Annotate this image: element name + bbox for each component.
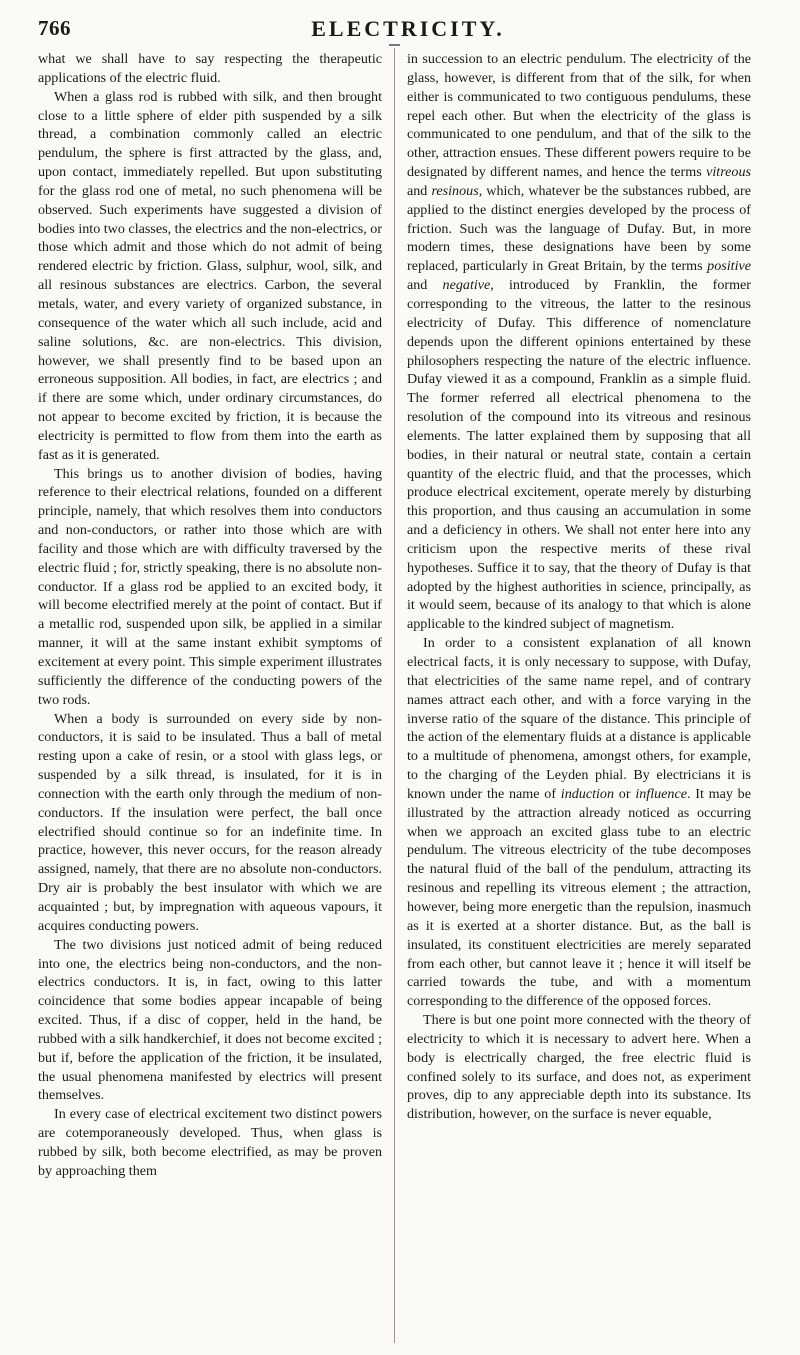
- left-column: [38, 50, 382, 1345]
- paragraph: This brings us to another division of bodies, having reference to their electrical relations, founded on a different principle, namely, that which resolves them into conductors and non-conductors, or rather into those which are with facility and those which are with difficulty traversed by the electric fluid ; for, strictly speaking, there is no absolute non-conductor. If a glass rod be applied to an excited body, it will become electrified merely at the point of contact. But if a metallic rod, suspended upon silk, be applied in a similar manner, it will at the same instant exhibit symptoms of excitement at every point. This simple experiment illustrates sufficiently the difference of the conducting powers of the two rods.: [38, 465, 382, 708]
- page-number: 766: [38, 16, 71, 40]
- right-column: [407, 50, 751, 1345]
- paragraph: In order to a consistent explanation of all known electrical facts, it is only necessary to suppose, with Dufay, that electricities of the same name repel, and of contrary names attract each other, and with a force varying in the inverse ratio of the square of the distance. This principle of the action of the elementary fluids at a distance is applicable to a multitude of phenomena, amongst others, for example, to the charging of the Leyden phial. By electricians it is known under the name of induction or influence. It may be illustrated by the attraction already noticed as occurring when we approach an excited glass tube to an electric pendulum. The vitreous electricity of the tube decomposes the natural fluid of the ball of the pendulum, attracting its resinous and repelling its vitreous element ; the attraction, however, being more energetic than the repulsion, inasmuch as it is exerted at a shorter distance. But, as the ball is insulated, its constituent electricities are merely separated from each other, but cannot leave it ; hence it will itself be carried towards the tube, and with a momentum corresponding to the difference of the opposed forces.: [407, 635, 751, 1010]
- paragraph: There is but one point more connected with the theory of electricity to which it is necessary to advert here. When a body is electrically charged, the free electric fluid is confined solely to its surface, and does not, as experiment proves, dip to any appreciable depth into its substance. Its distribution, however, on the surface is never equable,: [407, 1012, 751, 1123]
- column-divider-mark: [389, 44, 400, 46]
- page-header: [38, 14, 778, 44]
- running-title: ELECTRICITY.: [311, 16, 505, 41]
- paragraph: The two divisions just noticed admit of being reduced into one, the electrics being non-conductors, and the non-electrics conductors. It is, in fact, owing to this latter coincidence that some bodies appear incapable of being excited. Thus, if a disc of copper, held in the hand, be rubbed with a silk handkerchief, it does not become excited ; but if, before the application of the friction, it be insulated, the usual phenomena manifested by electrics will present themselves.: [38, 936, 382, 1104]
- column-divider: [394, 48, 395, 1343]
- paragraph: In every case of electrical excitement two distinct powers are cotemporaneously developed. Thus, when glass is rubbed by silk, both become electrified, as may be proven by approaching them: [38, 1106, 382, 1179]
- paragraph: in succession to an electric pendulum. The electricity of the glass, however, is different from that of the silk, for when either is communicated to two contiguous pendulums, these repel each other. But when the electricity of the glass is communicated to one pendulum, and that of the silk to the other, attraction ensues. These different powers require to be designated by different names, and hence the terms vitreous and resinous, which, whatever be the substances rubbed, are applied to the distinct energies developed by the process of friction. Such was the language of Dufay. But, in more modern times, these designations have been by some replaced, particularly in Great Britain, by the terms positive and negative, introduced by Franklin, the former corresponding to the vitreous, the latter to the resinous electricity of Dufay. This difference of nomenclature depends upon the different opinions entertained by these philosophers respecting the nature of the electric influence. Dufay viewed it as a compound, Franklin as a simple fluid. The former referred all electrical phenomena to the resolution of the compound into its vitreous and resinous elements. The latter explained them by supposing that all bodies, in their natural or neutral state, contain a certain quantity of the electric fluid, and that the processes, which produce electrical excitement, operate merely by disturbing this proportion, and thus causing an accumulation in some and a deficiency in others. We shall not enter here into any criticism upon the respective merits of these rival hypotheses. Suffice it to say, that the theory of Dufay is that adopted by the highest authorities in science, principally, as it would seem, because of its analogy to that which is alone applicable to the kindred subject of magnetism.: [407, 51, 751, 633]
- paragraph: When a glass rod is rubbed with silk, and then brought close to a little sphere of elder pith suspended by a silk thread, a combination commonly called an electric pendulum, the sphere is first attracted by the glass, and, upon contact, immediately repelled. But upon substituting for the glass rod one of metal, no such phenomena will be observed. Such experiments have suggested a division of bodies into two classes, the electrics and the non-electrics, or those which admit and those which do not admit of being rendered electric by friction. Glass, sulphur, wool, silk, and all resinous substances are electrics. Carbon, the several metals, water, and every variety of organized substance, in consequence of the water which all such include, acid and saline solutions, &c. are non-electrics. This division, however, we shall presently find to be based upon an erroneous supposition. All bodies, in fact, are electrics ; and if there are some which, under ordinary circumstances, do not appear to become excited by friction, it is because the electricity is permitted to flow from them into the earth as fast as it is generated.: [38, 88, 382, 463]
- paragraph: When a body is surrounded on every side by non-conductors, it is said to be insulated. Thus a ball of metal resting upon a cake of resin, or a stool with glass legs, or suspended by a silk thread, is insulated, for it is in connection with the earth only through the medium of non-conductors. If the insulation were perfect, the ball once electrified should continue so for an indefinite time. In practice, however, this never occurs, for the reason already assigned, namely, that there are no absolute non-conductors. Dry air is probably the best insulator with which we are acquainted ; but, by impregnation with aqueous vapours, it acquires conducting powers.: [38, 710, 382, 934]
- paragraph: what we shall have to say respecting the therapeutic applications of the electric fluid.: [38, 51, 382, 86]
